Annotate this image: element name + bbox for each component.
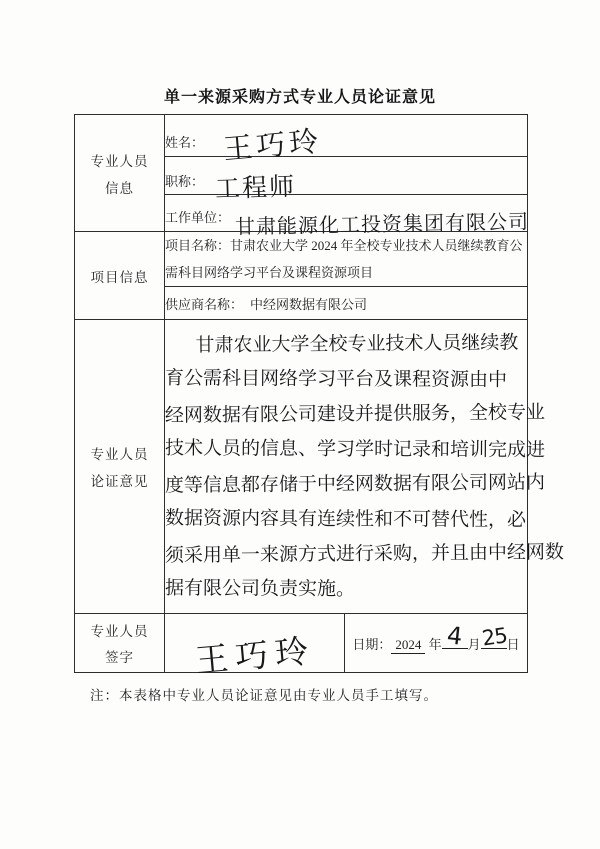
opinion-line: 度等信息都存储于中经网数据有限公司网站内 — [164, 470, 546, 497]
section-label-signature — [75, 614, 165, 673]
opinion-line: 经网数据有限公司建设并提供服务，全校专业 — [164, 400, 546, 427]
date-day-unit: 日 — [506, 636, 520, 652]
opinion-line: 须采用单一来源方式进行采购，并且由中经网数 — [164, 540, 565, 567]
form-table — [74, 114, 565, 680]
name-field — [165, 115, 528, 167]
date-label: 日期： — [352, 636, 392, 652]
section-label-line: 信息 — [105, 180, 134, 196]
opinion-line: 技术人员的信息、学习学时记录和培训完成进 — [164, 436, 546, 461]
signature-handwritten: 王巧玲 — [193, 630, 317, 680]
opinion-line: 育公需科目网络学习平台及课程资源由中 — [164, 366, 508, 391]
supplier-value: 中经网数据有限公司 — [250, 296, 368, 312]
opinion-line: 甘肃农业大学全校专业技术人员继续教 — [195, 330, 519, 356]
job-title-field — [165, 157, 528, 203]
section-label-personnel — [75, 115, 165, 232]
project-name-field — [165, 232, 528, 287]
project-name-label: 项目名称： — [165, 238, 231, 253]
date-month-unit: 月 — [467, 636, 481, 652]
table-row — [75, 320, 528, 614]
date-day-handwritten: 25 — [480, 622, 508, 651]
date-month-handwritten: 4 — [445, 620, 464, 651]
date-month-blank — [442, 620, 468, 651]
name-handwritten-value: 王巧玲 — [222, 123, 324, 167]
supplier-label: 供应商名称： — [165, 296, 244, 312]
opinion-handwritten-text — [164, 320, 565, 614]
signature-cell — [165, 614, 345, 680]
project-name-value: 甘肃农业大学 2024 年全校专业技术人员继续教育公需科目网络学习平台及课程资源项目 — [165, 238, 523, 280]
section-label-line: 专业人员 — [90, 153, 149, 169]
date-day-blank — [480, 622, 508, 651]
section-label-line: 论证意见 — [90, 474, 149, 489]
name-label: 姓名： — [165, 135, 205, 150]
work-unit-label: 工作单位： — [165, 209, 231, 225]
date-year: 2024 — [391, 637, 425, 654]
footer-note: 注：本表格中专业人员论证意见由专业人员手工填写。 — [90, 688, 438, 703]
section-label-line: 项目信息 — [90, 269, 149, 285]
supplier-field — [165, 287, 528, 320]
opinion-line: 据有限公司负责实施。 — [164, 576, 356, 600]
date-cell — [345, 614, 528, 673]
job-title-label: 职称： — [165, 173, 205, 189]
section-label-line: 专业人员 — [90, 624, 149, 639]
work-unit-handwritten-value: 甘肃能源化工投资集团有限公司 — [235, 208, 530, 239]
opinion-line: 数据资源内容具有连续性和不可替代性，必 — [164, 506, 527, 531]
section-label-line: 专业人员 — [90, 447, 149, 462]
page-title: 单一来源采购方式专业人员论证意见 — [163, 89, 436, 106]
section-label-opinion — [75, 320, 165, 614]
job-title-handwritten-value: 工程师 — [214, 171, 297, 203]
section-label-project — [75, 232, 165, 320]
section-label-line: 签字 — [105, 650, 134, 665]
date-year-unit: 年 — [428, 636, 442, 652]
table-row — [75, 614, 528, 673]
table-row — [75, 115, 528, 157]
table-row — [75, 232, 528, 287]
